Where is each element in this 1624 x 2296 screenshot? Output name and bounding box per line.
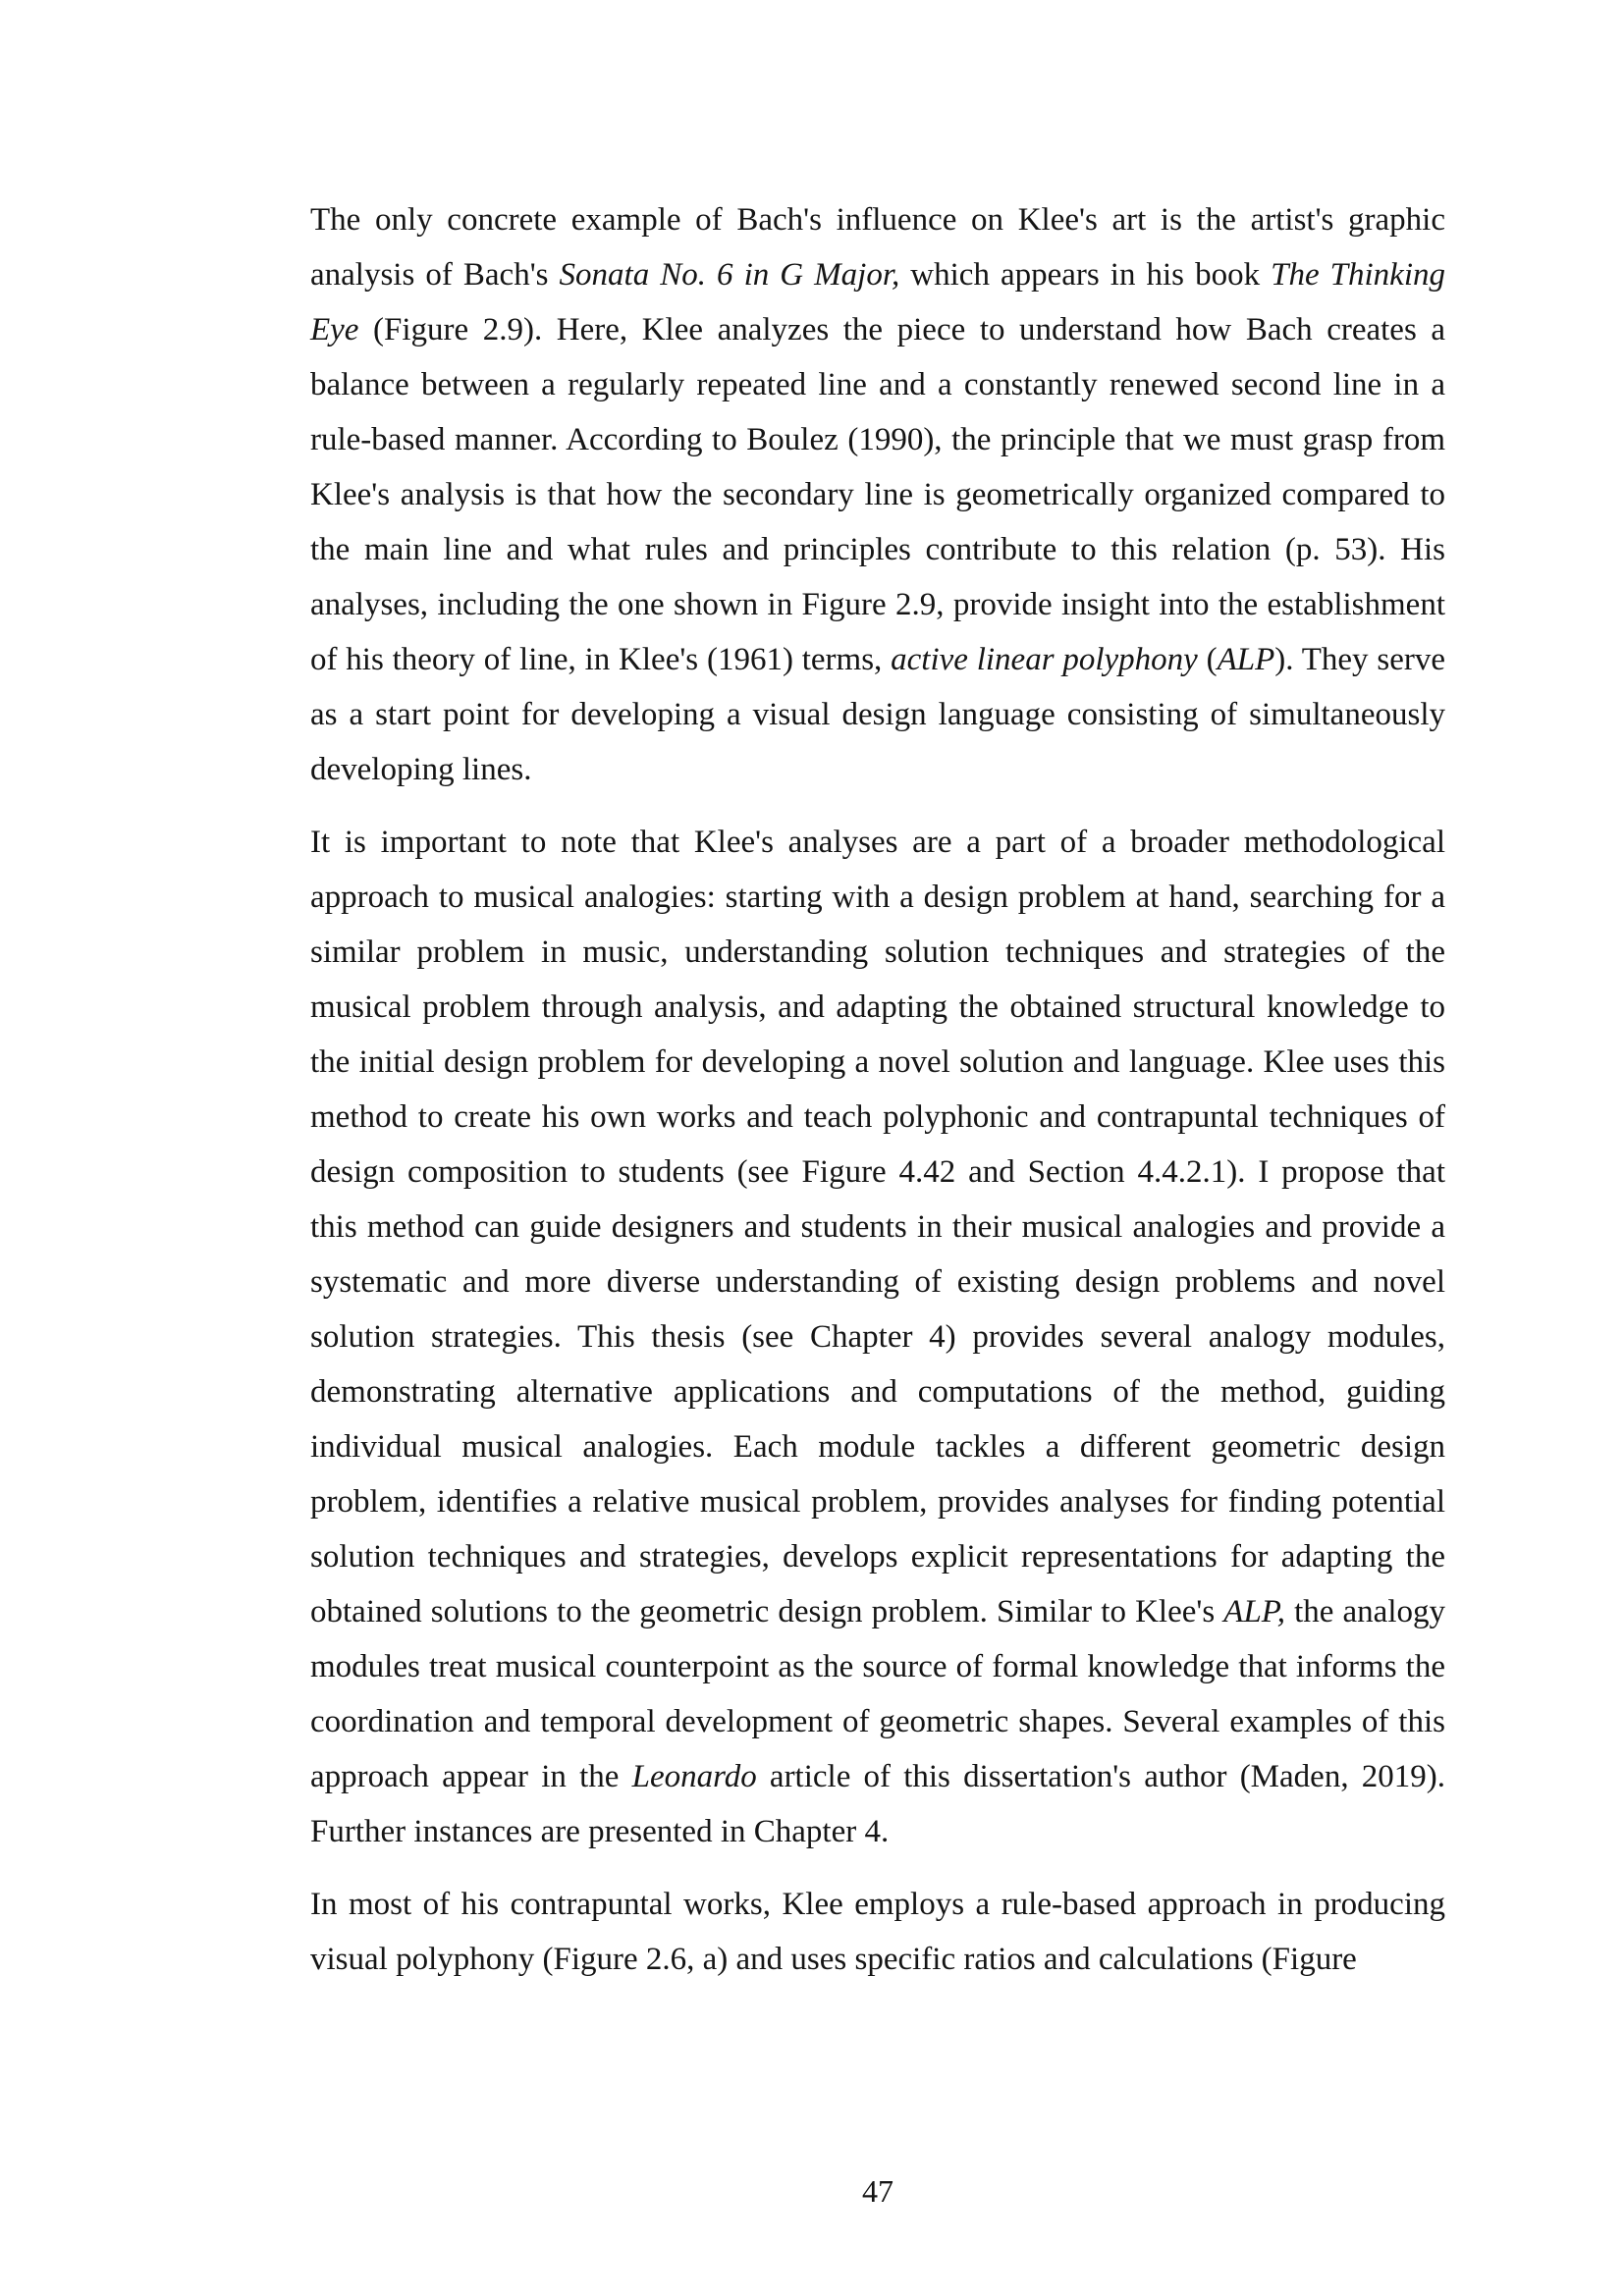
- text-run: the analogy modules treat musical counterpoint as the source of formal knowledge that informs the coordination and temporal development of geometric shapes. Several examples of this approach appear in the: [310, 1594, 1445, 1794]
- paragraph: [310, 1877, 1445, 1987]
- page-number: 47: [862, 2173, 893, 2209]
- paragraph: [310, 192, 1445, 797]
- italic-text-run: Leonardo: [631, 1759, 757, 1794]
- italic-text-run: ALP: [1217, 642, 1275, 677]
- text-run: The only concrete example of Bach's influence on Klee's art is the artist's graphic analysis of Bach's: [310, 202, 1445, 293]
- italic-text-run: active linear polyphony: [891, 642, 1198, 677]
- text-run: article of this dissertation's author (Maden, 2019). Further instances are presented in Chapter 4.: [310, 1759, 1445, 1849]
- text-run: (: [1197, 642, 1218, 677]
- text-run: (Figure 2.9). Here, Klee analyzes the piece to understand how Bach creates a balance between a regularly repeated line and a constantly renewed second line in a rule-based manner. According to Boulez (1990), the principle that we must grasp from Klee's analysis is that how the secondary line is geometrically organized compared to the main line and what rules and principles contribute to this relation (p. 53). His analyses, including the one shown in Figure 2.9, provide insight into the establishment of his theory of line, in Klee's (1961) terms,: [310, 312, 1445, 677]
- italic-text-run: The Thinking Eye: [310, 257, 1445, 347]
- text-run: It is important to note that Klee's analyses are a part of a broader methodological approach to musical analogies: starting with a design problem at hand, searching for a similar problem in music, understanding solution techniques and strategies of the musical problem through analysis, and adapting the obtained structural knowledge to the initial design problem for developing a novel solution and language. Klee uses this method to create his own works and teach polyphonic and contrapuntal techniques of design composition to students (see Figure 4.42 and Section 4.4.2.1). I propose that this method can guide designers and students in their musical analogies and provide a systematic and more diverse understanding of existing design problems and novel solution strategies. This thesis (see Chapter 4) provides several analogy modules, demonstrating alternative applications and computations of the method, guiding individual musical analogies. Each module tackles a different geometric design problem, identifies a relative musical problem, provides analyses for finding potential solution techniques and strategies, develops explicit representations for adapting the obtained solutions to the geometric design problem. Similar to Klee's: [310, 825, 1445, 1629]
- text-run: ). They serve as a start point for developing a visual design language consisting of simultaneously developing lines.: [310, 642, 1445, 787]
- paragraph: [310, 815, 1445, 1859]
- italic-text-run: ALP,: [1223, 1594, 1285, 1629]
- document-body: [310, 192, 1445, 1987]
- text-run: In most of his contrapuntal works, Klee employs a rule-based approach in producing visual polyphony (Figure 2.6, a) and uses specific ratios and calculations (Figure: [310, 1887, 1445, 1977]
- italic-text-run: Sonata No. 6 in G Major,: [559, 257, 900, 293]
- text-run: which appears in his book: [899, 257, 1272, 293]
